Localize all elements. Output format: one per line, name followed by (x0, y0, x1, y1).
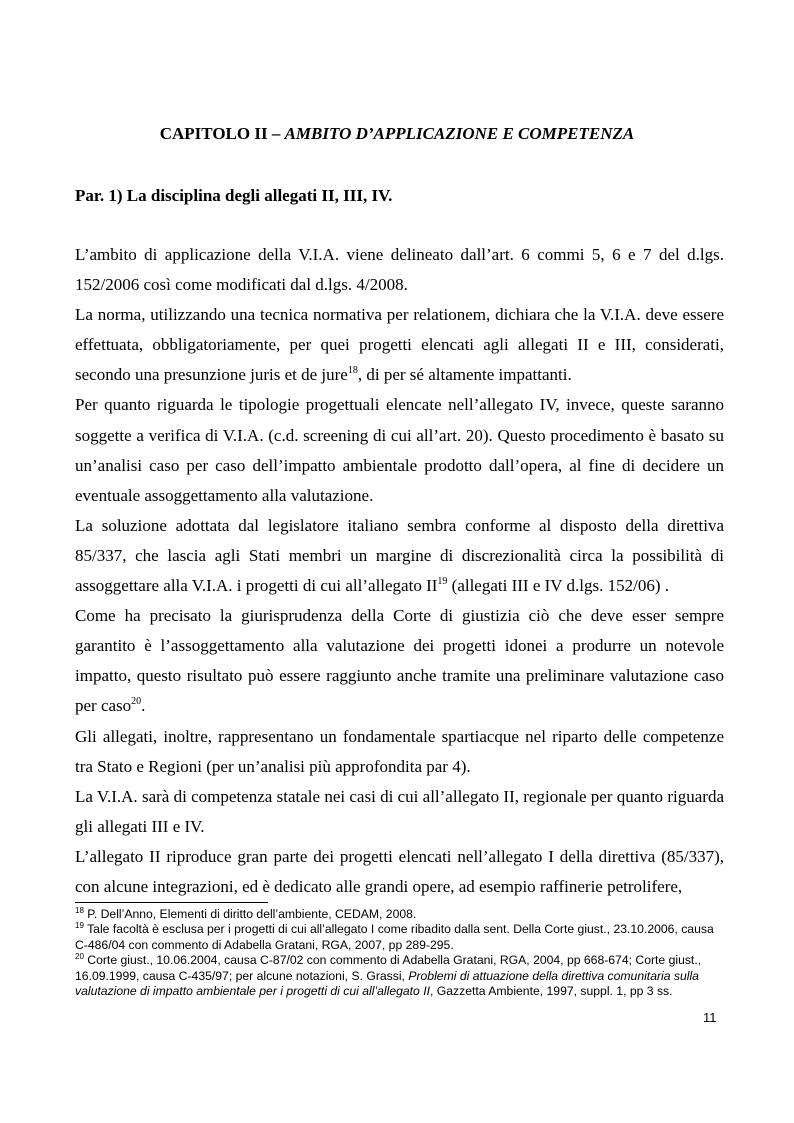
footnote-number: 18 (75, 906, 84, 915)
paragraph: La V.I.A. sarà di competenza statale nei casi di cui all’allegato II, regionale per quanto riguarda gli allegati III e IV. (75, 786, 724, 836)
footnote-text: Corte giust., 10.06.2004, causa C-87/02 con commento di Adabella Gratani, RGA, 2004, pp 668-674; Corte giust., 16.09.1999, causa C-435/97; per alcune notazioni, S. Grassi, (75, 953, 702, 983)
paragraph-text: La soluzione adottata dal legislatore italiano sembra conforme al disposto della direttiva 85/337, che lascia agli Stati membri un margine di discrezionalità circa la possibilità di assoggettare alla V.I.A. i progetti di cui all’allegato II (75, 515, 724, 596)
footnote-19 (75, 922, 724, 953)
chapter-title (0, 124, 794, 144)
body-text (75, 240, 724, 902)
paragraph (75, 300, 724, 390)
chapter-title-label: CAPITOLO II – (159, 124, 285, 143)
footnote-ref: 19 (437, 576, 448, 588)
section-heading: Par. 1) La disciplina degli allegati II, III, IV. (75, 186, 393, 205)
footnote-text: Tale facoltà è esclusa per i progetti di cui all’allegato I come ribadito dalla sent. Della Corte giust., 23.10.2006, causa C-486/04 con commento di Adabella Gratani, RGA, 2007, pp 289-295. (75, 922, 714, 952)
footnote-20 (75, 953, 724, 999)
paragraph: L’allegato II riproduce gran parte dei progetti elencati nell’allegato I della direttiva (85/337), con alcune integrazioni, ed è dedicato alle grandi opere, ad esempio raffinerie petrolifere, (75, 846, 724, 896)
paragraph-text: Come ha precisato la giurisprudenza della Corte di giustizia ciò che deve esser sempre garantito è l’assoggettamento alla valutazione dei progetti idonei a produrre un notevole impatto, questo risultato può essere raggiunto anche tramite una preliminare valutazione caso per caso (75, 606, 724, 716)
paragraph-text: . (141, 696, 146, 716)
footnote-title: Problemi di attuazione della direttiva comunitaria sulla valutazione di impatto ambientale per i progetti di cui all’allegato II (75, 968, 699, 999)
paragraph (75, 601, 724, 721)
chapter-subtitle: AMBITO D’APPLICAZIONE E COMPETENZA (284, 124, 635, 143)
footnote-ref: 20 (131, 696, 142, 708)
paragraph: Per quanto riguarda le tipologie progettuali elencate nell’allegato IV, invece, queste saranno soggette a verifica di V.I.A. (c.d. screening di cui all’art. 20). Questo procedimento è basato su un’analisi caso per caso dell’impatto ambientale prodotto dall’opera, al fine di decidere un eventuale assoggettamento alla valutazione. (75, 395, 724, 505)
footnotes (75, 907, 724, 999)
footnote-ref: 18 (347, 365, 358, 377)
footnote-18 (75, 907, 724, 922)
paragraph-text: La norma, utilizzando una tecnica normativa per relationem, dichiara che la V.I.A. deve essere effettuata, obbligatoriamente, per quei progetti elencati agli allegati II e III, considerati, secondo una presunzione juris et de jure (75, 305, 724, 385)
paragraph: Gli allegati, inoltre, rappresentano un fondamentale spartiacque nel riparto delle competenze tra Stato e Regioni (per un’analisi più approfondita par 4). (75, 726, 724, 776)
paragraph: L’ambito di applicazione della V.I.A. viene delineato dall’art. 6 commi 5, 6 e 7 del d.lgs. 152/2006 così come modificati dal d.lgs. 4/2008. (75, 245, 724, 295)
footnote-text: P. Dell’Anno, Elementi di diritto dell’ambiente, CEDAM, 2008. (83, 907, 417, 921)
footnote-number: 20 (75, 952, 84, 962)
paragraph-text: , di per sé altamente impattanti. (357, 365, 572, 385)
footnote-number: 19 (75, 921, 84, 931)
footnote-divider (75, 902, 268, 903)
footnote-text: , Gazzetta Ambiente, 1997, suppl. 1, pp 3 ss. (430, 984, 673, 999)
paragraph (75, 511, 724, 601)
page-number: 11 (703, 1010, 717, 1025)
paragraph-text: (allegati III e IV d.lgs. 152/06) . (447, 576, 669, 596)
